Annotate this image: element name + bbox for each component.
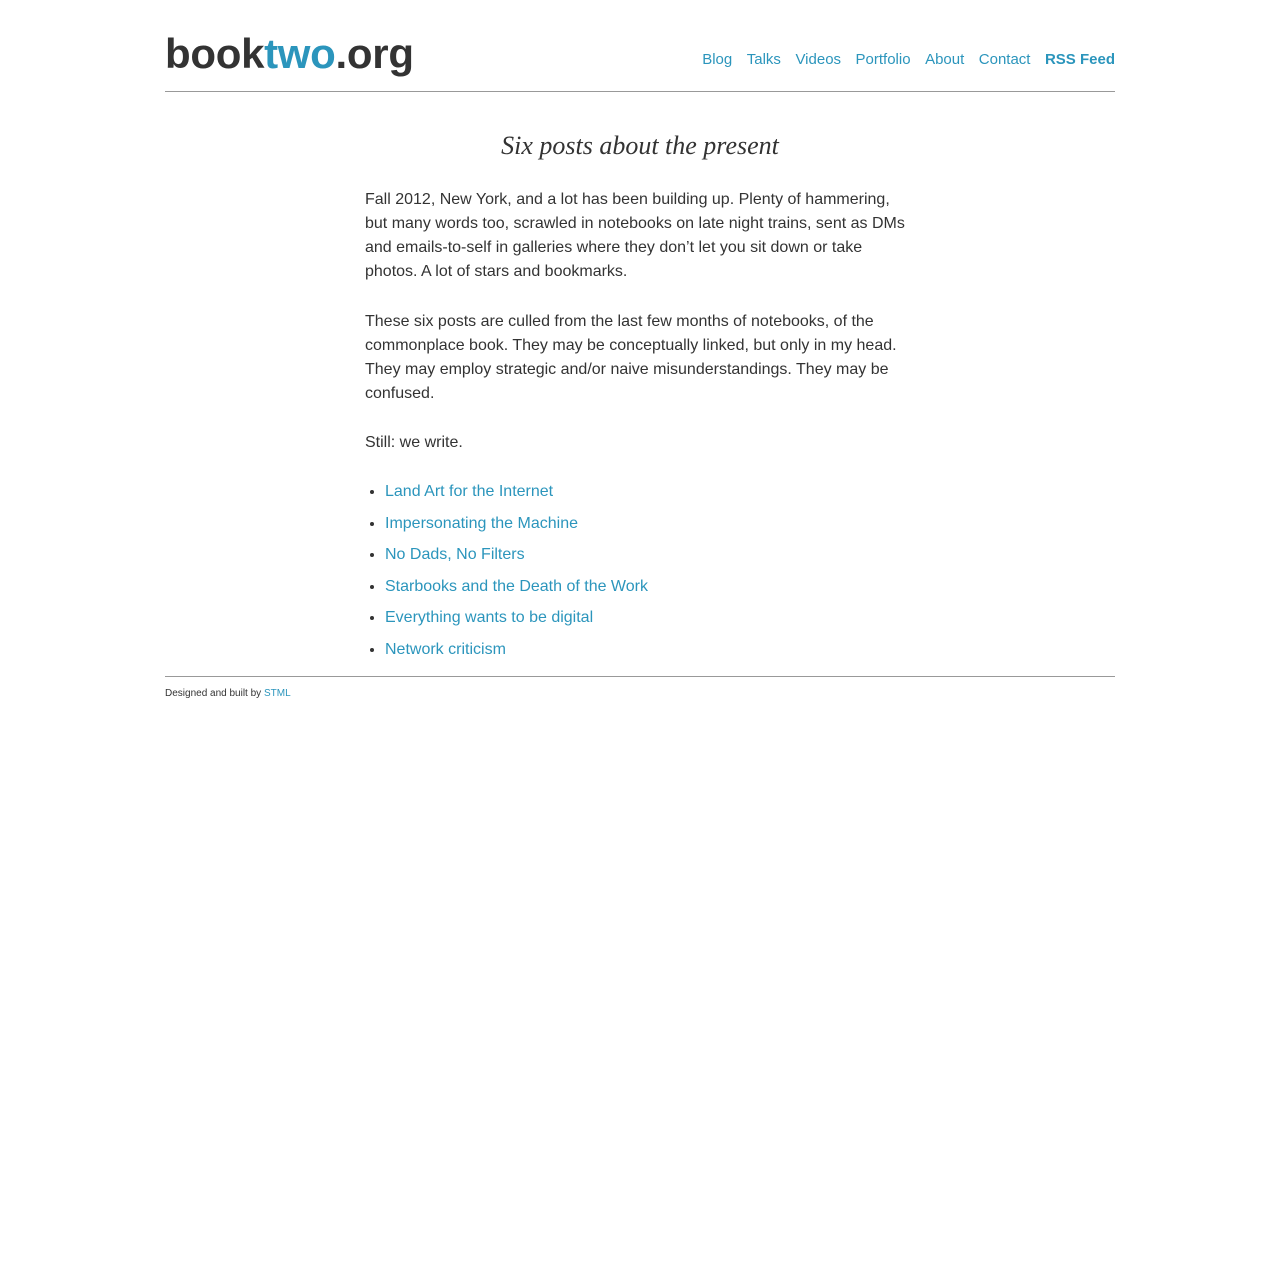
post-paragraph-1: Fall 2012, New York, and a lot has been building up. Plenty of hammering, but many words too, scrawled in notebooks on late night trains, sent as DMs and emails-to-self in galleries where they don’t let you sit down or take photos. A lot of stars and bookmarks. bbox=[365, 191, 905, 280]
page-container bbox=[165, 0, 1115, 701]
nav-portfolio-link[interactable]: Portfolio bbox=[855, 51, 911, 68]
site-footer bbox=[165, 676, 1115, 701]
post-title: Six posts about the present bbox=[501, 131, 779, 160]
nav-talks-link[interactable]: Talks bbox=[746, 51, 781, 68]
post-content bbox=[365, 130, 910, 662]
site-header bbox=[165, 0, 1115, 92]
post-link-everything-digital[interactable]: Everything wants to be digital bbox=[385, 609, 594, 627]
post-body bbox=[365, 188, 910, 662]
list-item bbox=[385, 543, 910, 567]
footer-stml-link[interactable]: STML bbox=[263, 687, 291, 699]
list-item bbox=[385, 480, 910, 504]
list-item bbox=[385, 638, 910, 662]
nav-contact-link[interactable]: Contact bbox=[978, 51, 1031, 68]
post-link-starbooks[interactable]: Starbooks and the Death of the Work bbox=[385, 577, 648, 595]
list-item bbox=[385, 575, 910, 599]
post-link-impersonating-machine[interactable]: Impersonating the Machine bbox=[385, 514, 578, 532]
main-nav bbox=[688, 49, 1115, 71]
post-paragraph-2: These six posts are culled from the last few months of notebooks, of the commonplace book. They may be conceptually linked, but only in my head. They may employ strategic and/or naive misunderstandings. They may be confused. bbox=[365, 313, 897, 402]
nav-blog-link[interactable]: Blog bbox=[702, 51, 733, 68]
nav-rss-feed-link[interactable]: RSS Feed bbox=[1044, 51, 1115, 68]
logo-text-org: .org bbox=[335, 30, 414, 77]
post-link-network-criticism[interactable]: Network criticism bbox=[385, 640, 506, 658]
list-item bbox=[385, 512, 910, 536]
post-link-no-dads-no-filters[interactable]: No Dads, No Filters bbox=[385, 546, 525, 564]
logo-text-two: two bbox=[264, 30, 336, 77]
post-link-land-art[interactable]: Land Art for the Internet bbox=[385, 483, 554, 500]
nav-videos-link[interactable]: Videos bbox=[795, 51, 842, 68]
post-links-list bbox=[365, 480, 910, 662]
post-paragraph-3: Still: we write. bbox=[365, 434, 463, 451]
nav-about-link[interactable]: About bbox=[925, 51, 965, 68]
list-item bbox=[385, 606, 910, 630]
footer-credit-text: Designed and built by bbox=[165, 687, 264, 699]
logo-text-book: book bbox=[165, 30, 265, 77]
site-logo-link[interactable] bbox=[165, 30, 414, 78]
